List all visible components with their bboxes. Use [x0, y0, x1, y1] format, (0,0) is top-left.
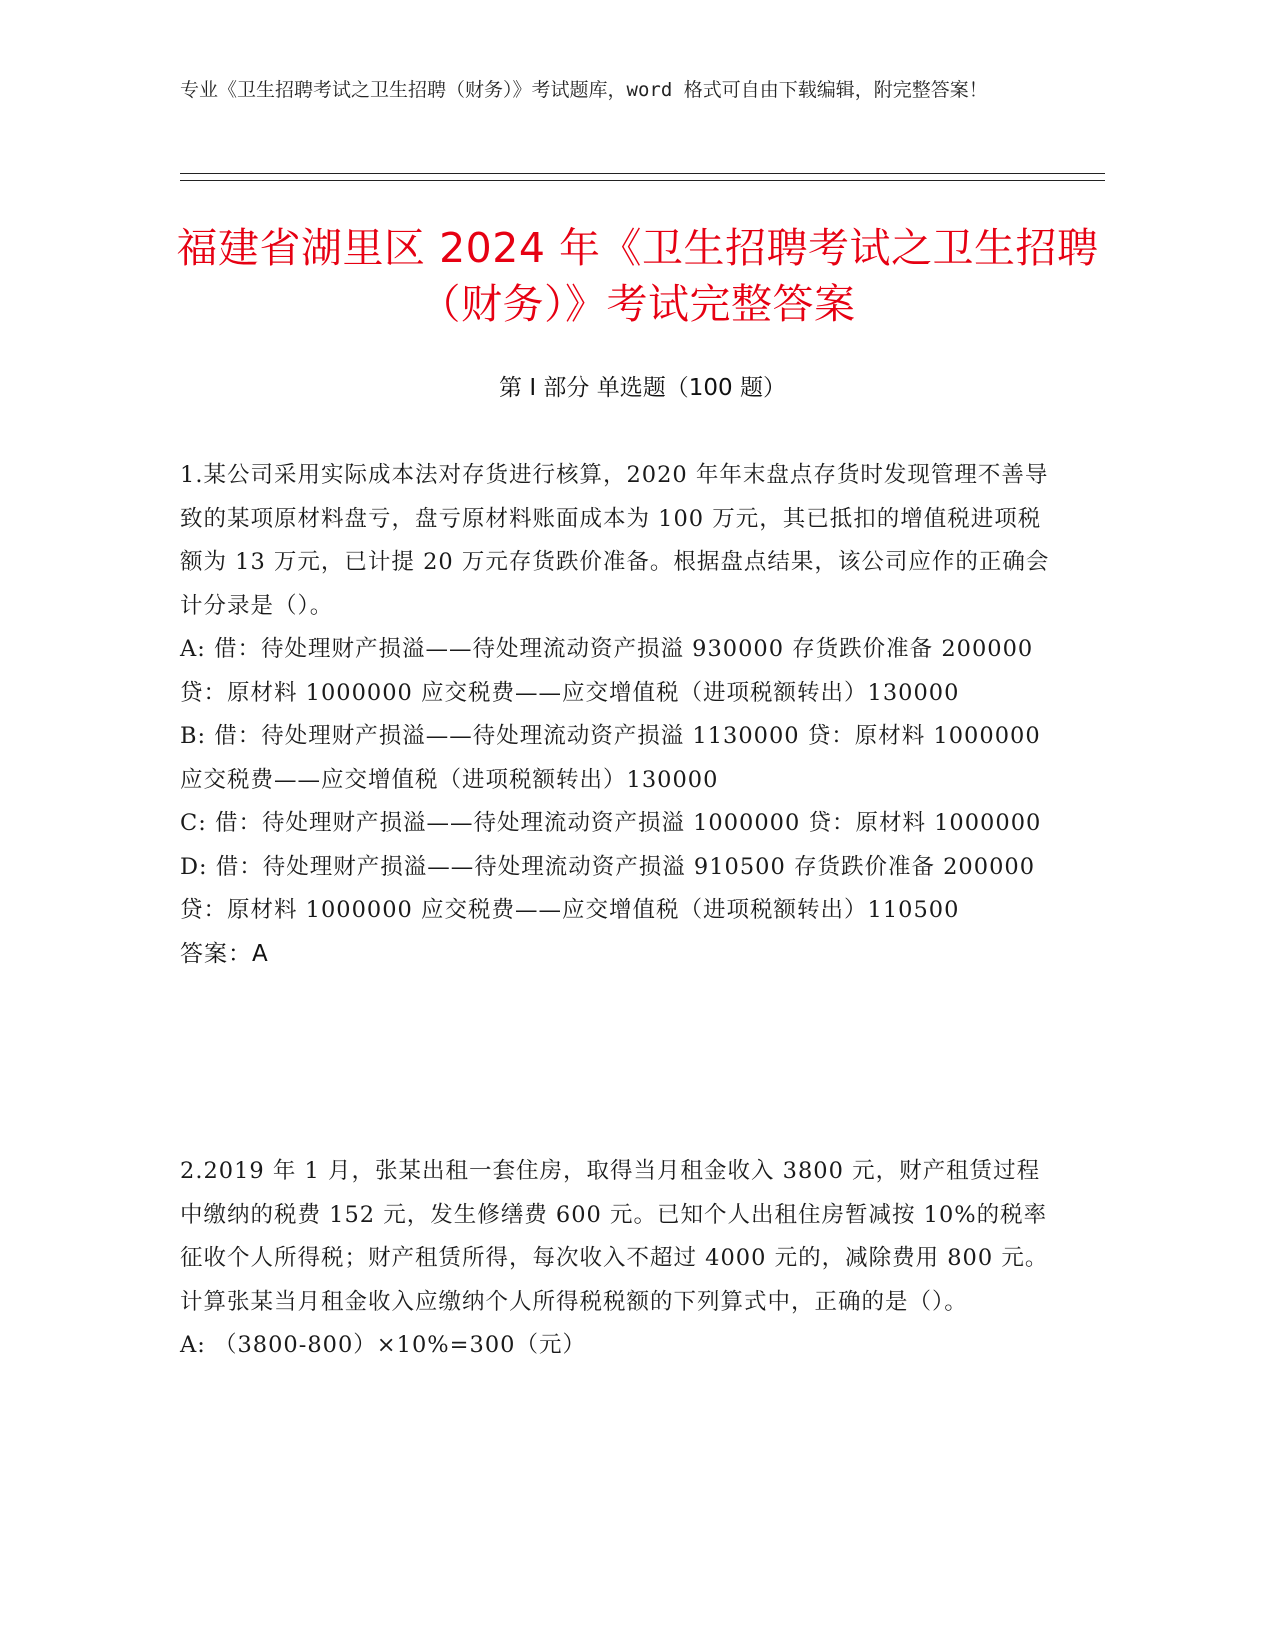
option-a: A: 借：待处理财产损溢——待处理流动资产损溢 930000 存货跌价准备 200000 贷：原材料 1000000 应交税费——应交增值税（进项税额转出）130000: [180, 636, 1034, 706]
option-c: C: 借：待处理财产损溢——待处理流动资产损溢 1000000 贷：原材料 1000000: [180, 810, 1042, 836]
document-title: 福建省湖里区 2024 年《卫生招聘考试之卫生招聘（财务）》考试完整答案: [176, 224, 1099, 328]
question-1: [180, 454, 1060, 976]
question-stem: 2.2019 年 1 月，张某出租一套住房，取得当月租金收入 3800 元，财产租赁过程中缴纳的税费 152 元，发生修缮费 600 元。已知个人出租住房暂减按 10%的税率征收个人所得税；财产租赁所得，每次收入不超过 4000 元的，减除费用 800 元。计算张某当月租金收入应缴纳个人所得税税额的下列算式中，正确的是（）。: [180, 1158, 1049, 1315]
option-d: D: 借：待处理财产损溢——待处理流动资产损溢 910500 存货跌价准备 200000 贷：原材料 1000000 应交税费——应交增值税（进项税额转出）110500: [180, 853, 1036, 923]
option-b: B: 借：待处理财产损溢——待处理流动资产损溢 1130000 贷：原材料 1000000 应交税费——应交增值税（进项税额转出）130000: [180, 723, 1041, 793]
option-a: A: （3800-800）×10%=300（元）: [180, 1332, 586, 1358]
header-divider-top: [180, 173, 1105, 174]
header-divider-bottom: [180, 180, 1105, 181]
section-heading: 第 I 部分 单选题（100 题）: [499, 375, 786, 401]
header-note: 专业《卫生招聘考试之卫生招聘（财务）》考试题库，word 格式可自由下载编辑，附完整答案！: [180, 79, 988, 101]
question-2: [180, 1150, 1060, 1368]
question-stem: 1.某公司采用实际成本法对存货进行核算，2020 年年末盘点存货时发现管理不善导致的某项原材料盘亏，盘亏原材料账面成本为 100 万元，其已抵扣的增值税进项税额为 13 万元，已计提 20 万元存货跌价准备。根据盘点结果，该公司应作的正确会计分录是（）。: [180, 462, 1050, 619]
answer-line: 答案：A: [180, 940, 269, 967]
